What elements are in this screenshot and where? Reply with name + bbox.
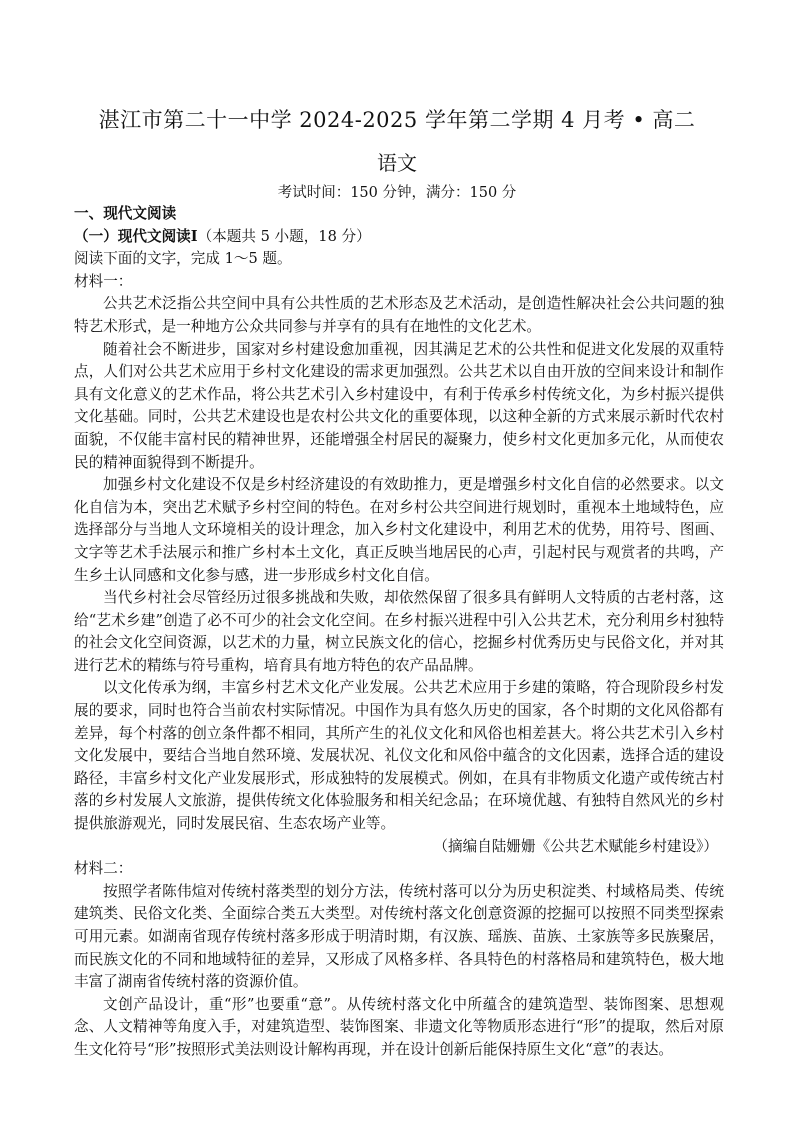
exam-title: 湛江市第二十一中学 2024-2025 学年第二学期 4 月考 • 高二 [98, 108, 696, 132]
material1-paragraph: 当代乡村社会尽管经历过很多挑战和失败，却依然保留了很多具有鲜明人文特质的古老村落，这给“艺术乡建”创造了必不可少的社会文化空间。在乡村振兴进程中引入公共艺术，充分利用乡村独特的社会文化空间资源，以艺术的力量，树立民族文化的信心，挖掘乡村优秀历史与民俗文化，并对其进行艺术的精练与符号重构，培育具有地方特色的农产品品牌。 [74, 589, 724, 674]
material2-paragraph: 文创产品设计，重“形”也要重“意”。从传统村落文化中所蕴含的建筑造型、装饰图案、思想观念、人文精神等角度入手，对建筑造型、装饰图案、非遗文化等物质形态进行“形”的提取，然后对原生文化符号“形”按照形式美法则设计解构再现，并在设计创新后能保持原生文化“意”的表达。 [74, 995, 724, 1058]
material1-source: （摘编自陆姗姗《公共艺术赋能乡村建设》） [433, 837, 718, 855]
sub-heading [74, 226, 724, 249]
instruction: 阅读下面的文字，完成 1～5 题。 [74, 250, 292, 268]
subject-title: 语文 [377, 151, 417, 175]
sub-heading-title: （一）现代文阅读Ⅰ [74, 227, 198, 245]
exam-info: 考试时间：150 分钟，满分：150 分 [277, 185, 517, 201]
material2-paragraph: 按照学者陈伟煊对传统村落类型的划分方法，传统村落可以分为历史积淀类、村域格局类、传统建筑类、民俗文化类、全面综合类五大类型。对传统村落文化创意资源的挖掘可以按照不同类型探索可用元素。如湖南省现存传统村落多形成于明清时期，有汉族、瑶族、苗族、土家族等多民族聚居，而民族文化的不同和地域特征的差异，又形成了风格多样、各具特色的村落格局和建筑特色，极大地丰富了湖南省传统村落的资源价值。 [74, 882, 724, 991]
exam-content [74, 203, 724, 1062]
material1-paragraph: 加强乡村文化建设不仅是乡村经济建设的有效助推力，更是增强乡村文化自信的必然要求。以文化自信为本，突出艺术赋予乡村空间的特色。在对乡村公共空间进行规划时，重视本土地域特色，应选择部分与当地人文环境相关的设计理念，加入乡村文化建设中，利用艺术的优势，用符号、图画、文字等艺术手法展示和推广乡村本土文化，真正反映当地居民的心声，引起村民与观赏者的共鸣，产生乡土认同感和文化参与感，进一步形成乡村文化自信。 [74, 476, 724, 584]
material2-label: 材料二： [74, 860, 133, 878]
sub-heading-note: （本题共 5 小题，18 分） [197, 227, 371, 245]
material1-paragraph: 随着社会不断进步，国家对乡村建设愈加重视，因其满足艺术的公共性和促进文化发展的双重特点，人们对公共艺术应用于乡村文化建设的需求更加强烈。公共艺术以自由开放的空间来设计和制作具有文化意义的艺术作品，将公共艺术引入乡村建设中，有利于传承乡村传统文化，为乡村振兴提供文化基础。同时，公共艺术建设也是农村公共文化的重要体现，以这种全新的方式来展示新时代农村面貌，不仅能丰富村民的精神世界，还能增强全村居民的凝聚力，使乡村文化更加多元化，从而使农民的精神面貌得到不断提升。 [74, 340, 724, 471]
material1-label: 材料一： [74, 272, 133, 290]
material1-paragraph: 以文化传承为纲，丰富乡村艺术文化产业发展。公共艺术应用于乡建的策略，符合现阶段乡村发展的要求，同时也符合当前农村实际情况。中国作为具有悠久历史的国家，各个时期的文化风俗都有差异，每个村落的创立条件都不相同，其所产生的礼仪文化和风俗也相差甚大。将公共艺术引入乡村文化发展中，要结合当地自然环境、发展状况、礼仪文化和风俗中蕴含的文化因素，选择合适的建设路径，丰富乡村文化产业发展形式，形成独特的发展模式。例如，在具有非物质文化遗产或传统古村落的乡村发展人文旅游，提供传统文化体验服务和相关纪念品；在环境优越、有独特自然风光的乡村提供旅游观光，同时发展民宿、生态农场产业等。 [74, 679, 724, 833]
section-heading: 一、现代文阅读 [74, 205, 177, 222]
material1-paragraph: 公共艺术泛指公共空间中具有公共性质的艺术形态及艺术活动，是创造性解决社会公共问题的独特艺术形式，是一种地方公众共同参与并享有的具有在地性的文化艺术。 [74, 295, 724, 335]
